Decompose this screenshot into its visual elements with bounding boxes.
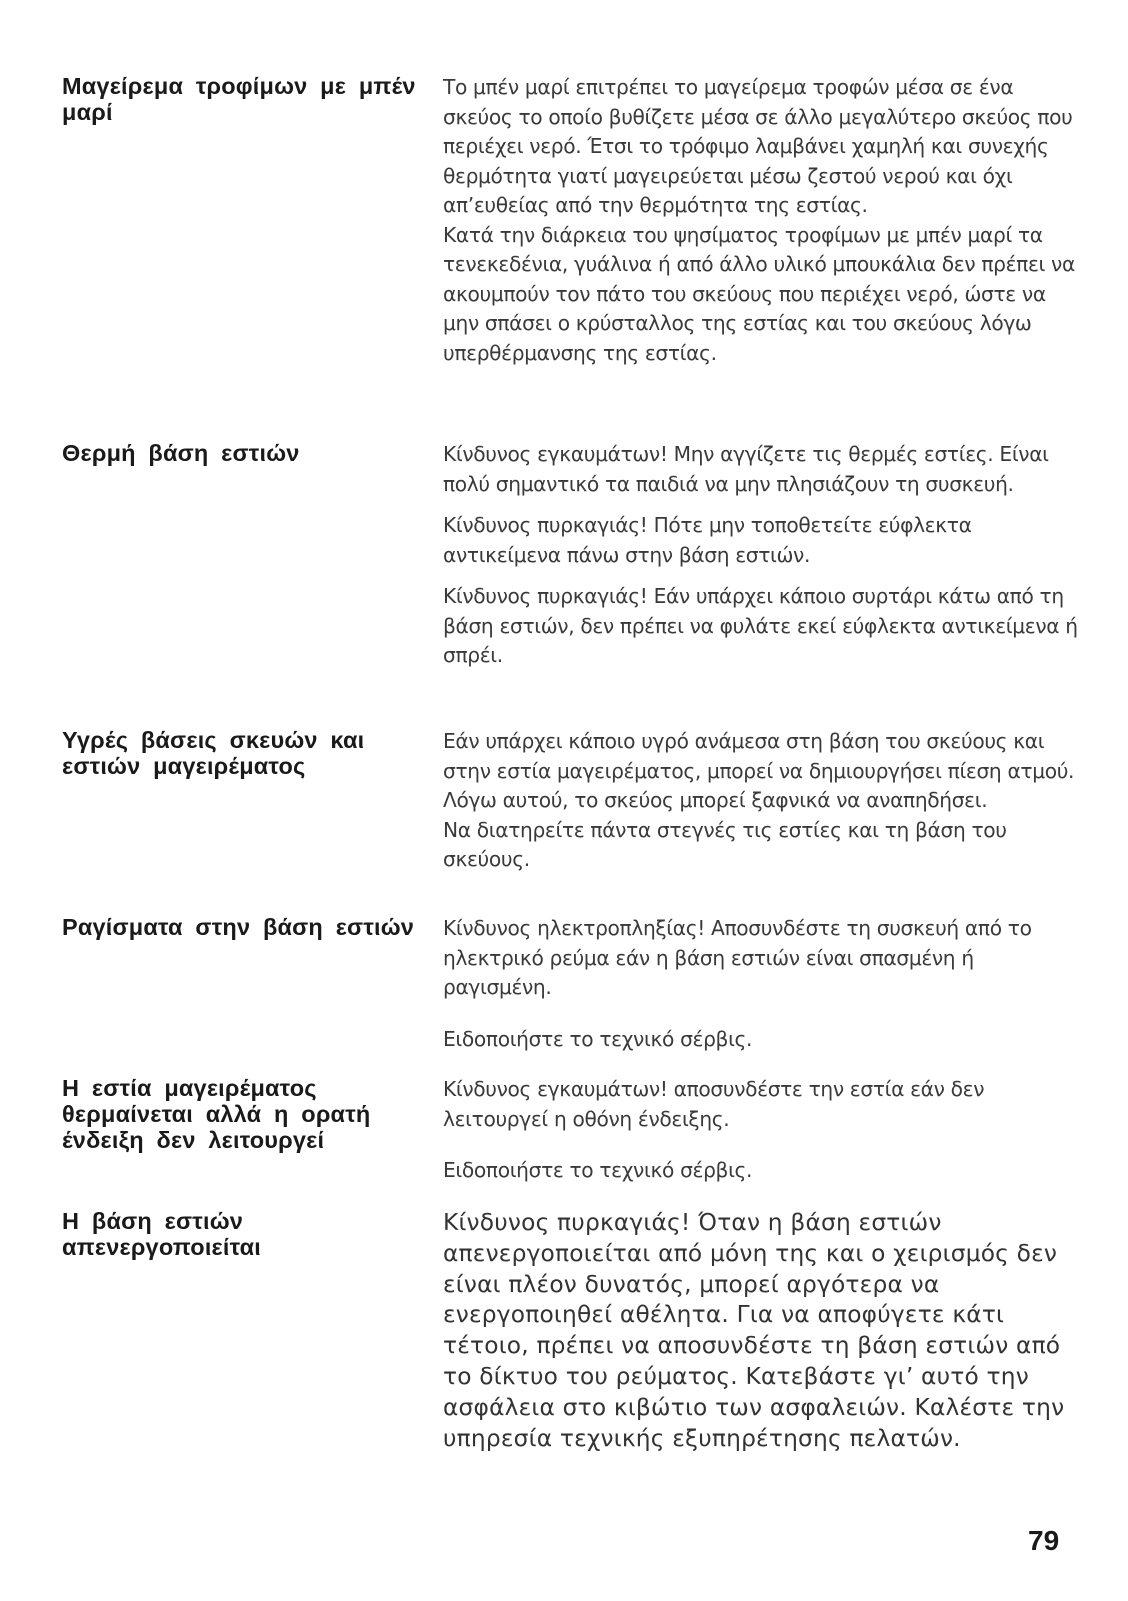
paragraph: Κίνδυνος εγκαυμάτων! Μην αγγίζετε τις θερμές εστίες. Είναι πολύ σημαντικό τα παιδιά να μην πλησιάζουν τη συσκευή.	[443, 442, 1049, 496]
section-heading: Ραγίσματα στην βάση εστιών	[62, 914, 415, 940]
section-body	[443, 440, 1083, 671]
section-body	[443, 1208, 1083, 1454]
paragraph: Κίνδυνος ηλεκτροπληξίας! Αποσυνδέστε τη συσκευή από το ηλεκτρικό ρεύμα εάν η βάση εστιών είναι σπασμένη ή ραγισμένη.	[443, 916, 1032, 999]
paragraph: Εάν υπάρχει κάποιο υγρό ανάμεσα στη βάση του σκεύους και στην εστία μαγειρέματος, μπορεί να δημιουργήσει πίεση ατμού. Λόγω αυτού, το σκεύος μπορεί ξαφνικά να αναπηδήσει.	[443, 729, 1075, 812]
section-heading: Υγρές βάσεις σκευών και εστιών μαγειρέματος	[62, 727, 365, 779]
section-body	[443, 1075, 1083, 1186]
section-body	[443, 727, 1083, 875]
paragraph: Κατά την διάρκεια του ψησίματος τροφίμων με μπέν μαρί τα τενεκεδένια, γυάλινα ή από άλλο υλικό μπουκάλια δεν πρέπει να ακουμπούν τον πάτο του σκεύους που περιέχει νερό, ώστε να μην σπάσει ο κρύσταλλος της εστίας και του σκεύους λόγω υπερθέρμανσης της εστίας.	[443, 222, 1075, 365]
paragraph: Κίνδυνος πυρκαγιάς! Πότε μην τοποθετείτε εύφλεκτα αντικείμενα πάνω στην βάση εστιών.	[443, 513, 972, 567]
section-body	[443, 73, 1083, 368]
paragraph: Το μπέν μαρί επιτρέπει το μαγείρεμα τροφών μέσα σε ένα σκεύος το οποίο βυθίζετε μέσα σε άλλο μεγαλύτερο σκεύος που περιέχει νερό. Έτσι το τρόφιμο λαμβάνει χαμηλή και συνεχής θερμότητα γιατί μαγειρεύεται μέσω ζεστού νερού και όχι απ’ευθείας από την θερμότητα της εστίας.	[443, 75, 1073, 217]
section-heading: Η βάση εστιών απενεργοποιείται	[62, 1208, 262, 1260]
section-heading: Μαγείρεμα τροφίμων με μπέν μαρί	[62, 73, 416, 125]
paragraph: Να διατηρείτε πάντα στεγνές τις εστίες και τη βάση του σκεύους.	[443, 817, 1007, 871]
section-heading: Θερμή βάση εστιών	[62, 440, 300, 466]
paragraph: Κίνδυνος εγκαυμάτων! αποσυνδέστε την εστία εάν δεν λειτουργεί η οθόνη ένδειξης.	[443, 1077, 985, 1131]
paragraph: Ειδοποιήστε το τεχνικό σέρβις.	[443, 1158, 753, 1182]
paragraph: Κίνδυνος πυρκαγιάς! Όταν η βάση εστιών απενεργοποιείται από μόνη της και ο χειρισμός δεν είναι πλέον δυνατός, μπορεί αργότερα να ενεργοποιηθεί αθέλητα. Για να αποφύγετε κάτι τέτοιο, πρέπει να αποσυνδέστε τη βάση εστιών από το δίκτυο του ρεύματος. Κατεβάστε γι’ αυτό την ασφάλεια στο κιβώτιο των ασφαλειών. Καλέστε την υπηρεσία τεχνικής εξυπηρέτησης πελατών.	[443, 1209, 1065, 1452]
paragraph: Κίνδυνος πυρκαγιάς! Εάν υπάρχει κάποιο συρτάρι κάτω από τη βάση εστιών, δεν πρέπει να φυλάτε εκεί εύφλεκτα αντικείμενα ή σπρέι.	[443, 584, 1078, 667]
page-number: 79	[1028, 1525, 1060, 1556]
section-body	[443, 914, 1083, 1054]
section-heading: Η εστία μαγειρέματος θερμαίνεται αλλά η ορατή ένδειξη δεν λειτουργεί	[62, 1075, 371, 1153]
paragraph: Ειδοποιήστε το τεχνικό σέρβις.	[443, 1026, 753, 1051]
